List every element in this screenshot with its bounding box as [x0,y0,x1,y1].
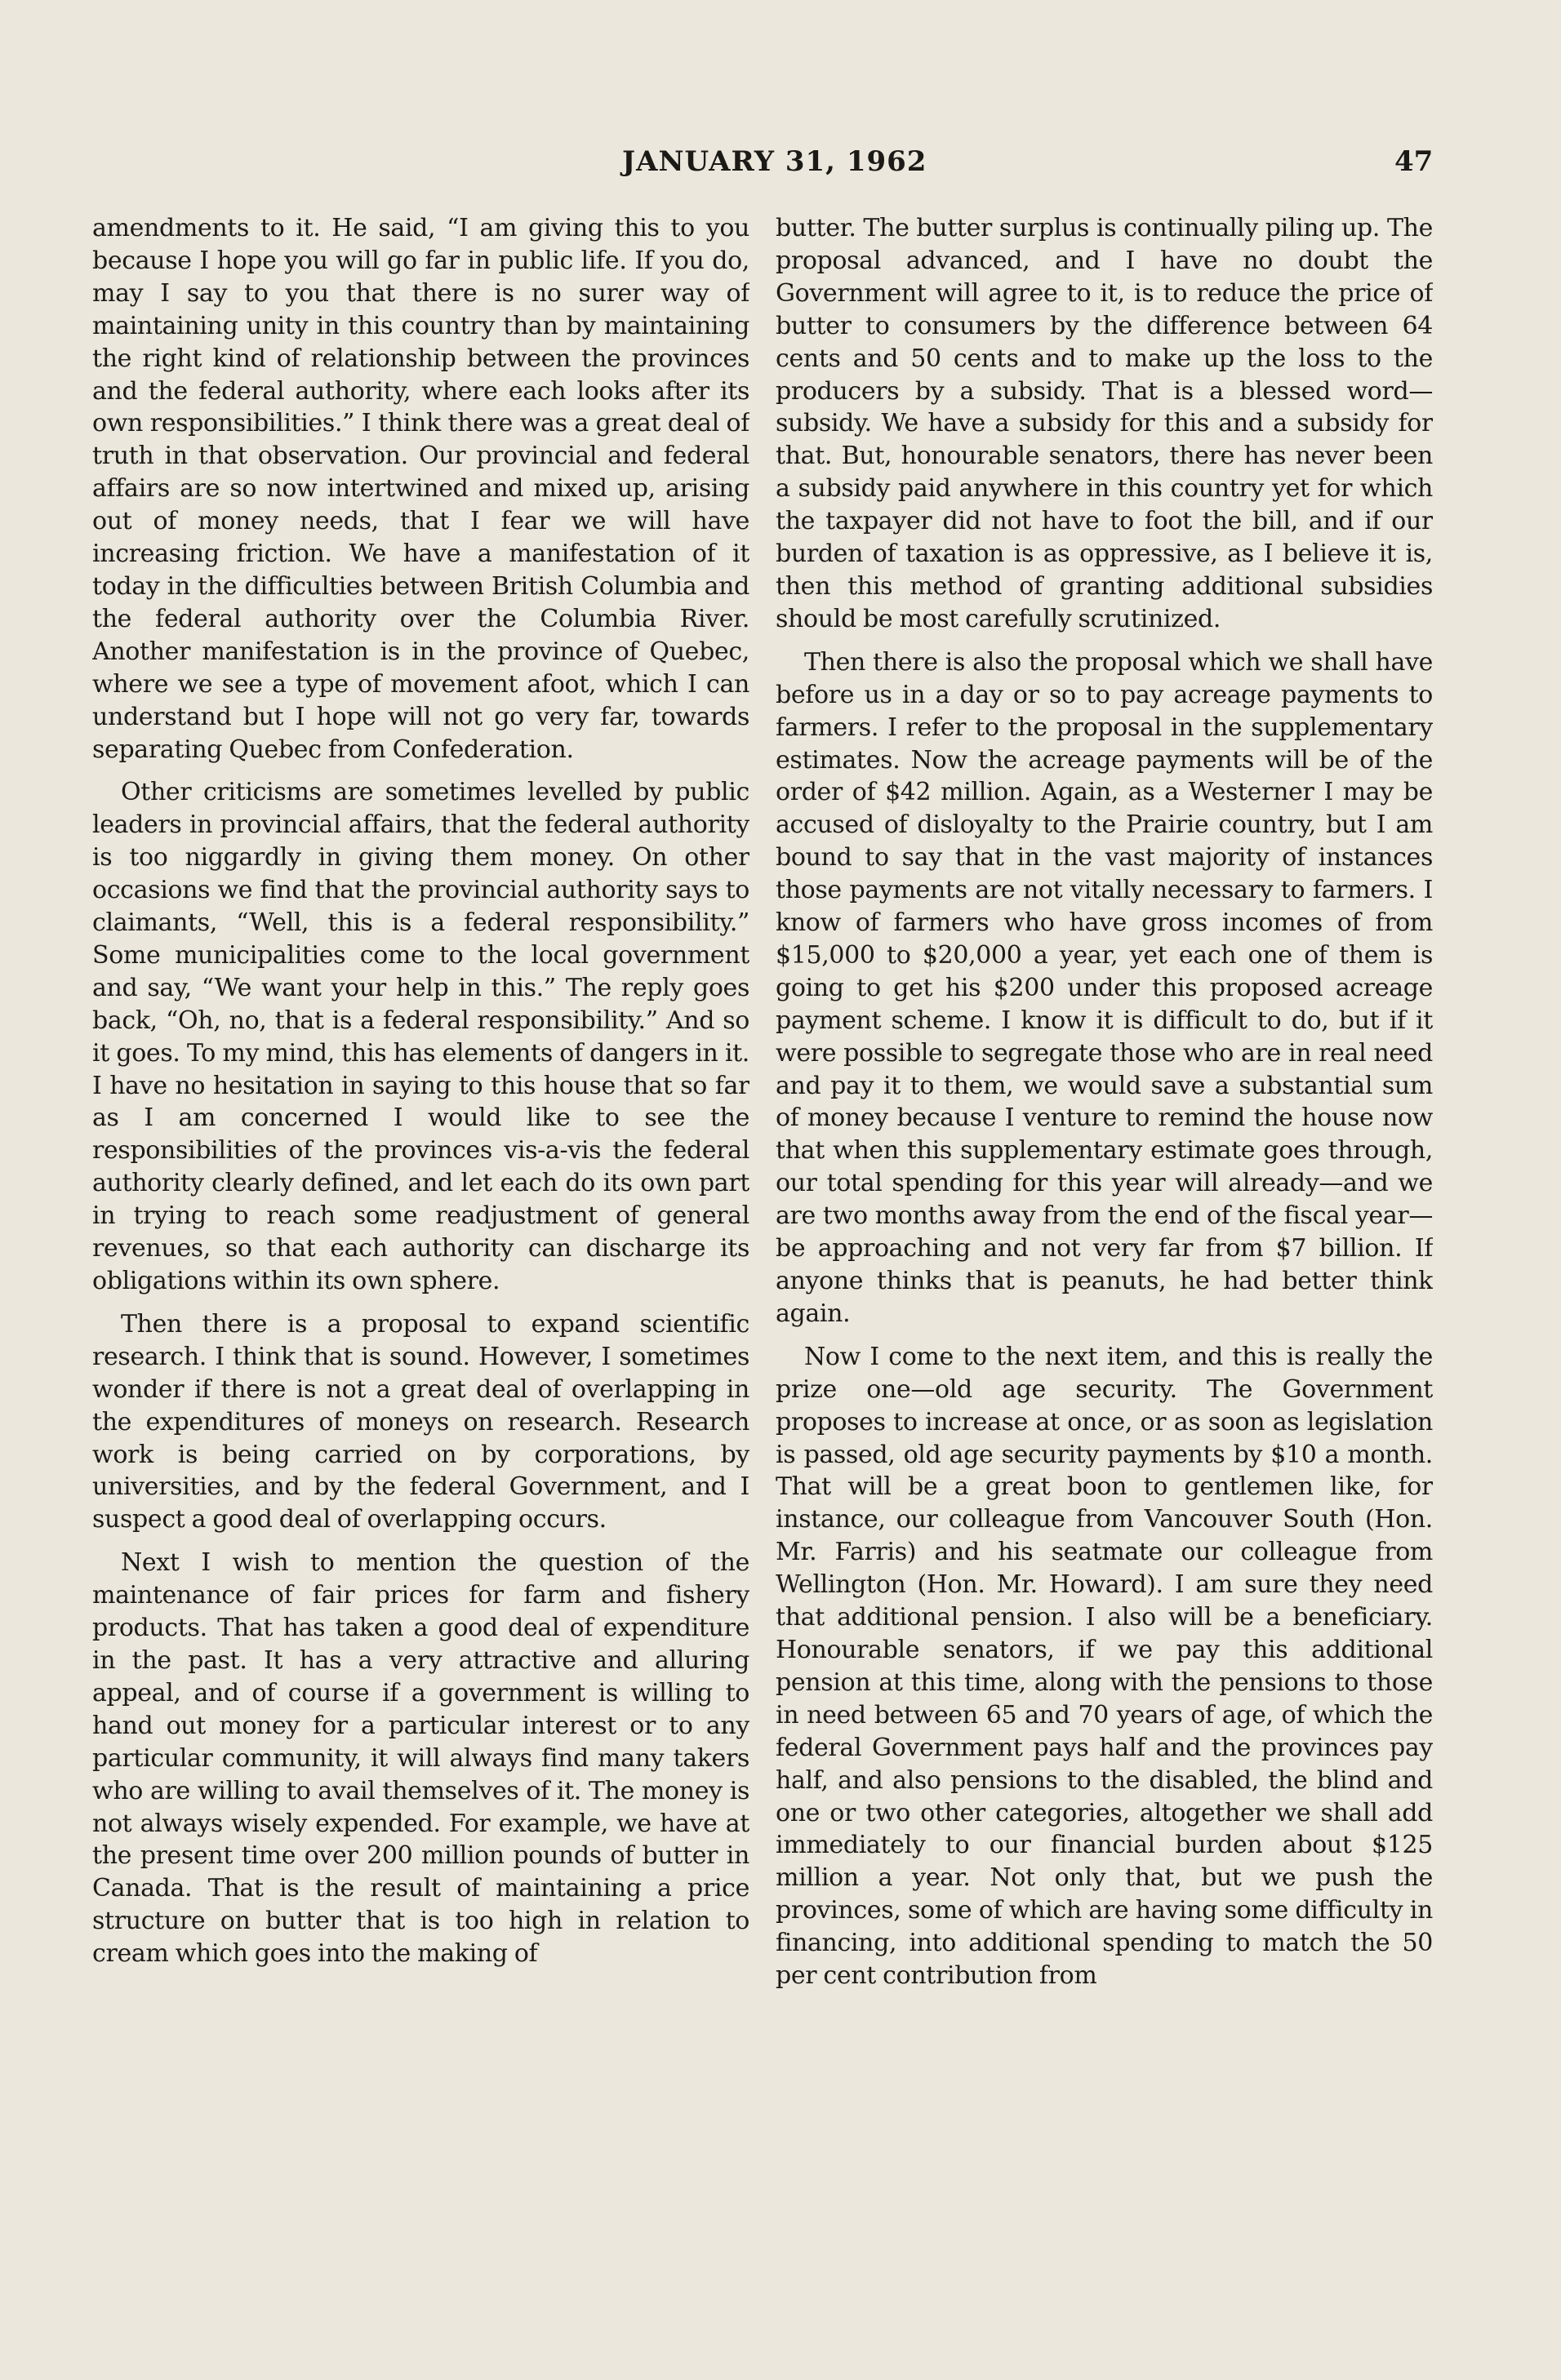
paragraph: Other criticisms are sometimes levelled by public leaders in provincial affairs, that the federal authority is too niggardly in giving them money. On other occasions we find that the provincial authority says to claimants, “Well, this is a federal responsibility.” Some municipalities come to the local government and say, “We want your help in this.” The reply goes back, “Oh, no, that is a federal responsibility.” And so it goes. To my mind, this has elements of dangers in it. I have no hesitation in saying to this house that so far as I am concerned I would like to see the responsibilities of the provinces vis-a-vis the federal authority clearly defined, and let each do its own part in trying to reach some readjustment of general revenues, so that each authority can discharge its obligations within its own sphere. [92,778,749,1295]
paragraph: Then there is also the proposal which we shall have before us in a day or so to pay acreage payments to farmers. I refer to the proposal in the supplementary estimates. Now the acreage payments will be of the order of $42 million. Again, as a Westerner I may be accused of disloyalty to the Prairie country, but I am bound to say that in the vast majority of instances those payments are not vitally necessary to farmers. I know of farmers who have gross incomes of from $15,000 to $20,000 a year, yet each one of them is going to get his $200 under this proposed acreage payment scheme. I know it is difficult to do, but if it were possible to segregate those who are in real need and pay it to them, we would save a substantial sum of money because I venture to remind the house now that when this supplementary estimate goes through, our total spending for this year will already—and we are two months away from the end of the fiscal year—be approaching and not very far from $7 billion. If anyone thinks that is peanuts, he had better think again. [776,647,1433,1328]
page-header [0,145,1561,194]
left-column [92,212,749,2302]
right-column [776,212,1433,2302]
paragraph: amendments to it. He said, “I am giving this to you because I hope you will go far in public life. If you do, may I say to you that there is no surer way of maintaining unity in this country than by maintaining the right kind of relationship between the provinces and the federal authority, where each looks after its own responsibilities.” I think there was a great deal of truth in that observation. Our provincial and federal affairs are so now intertwined and mixed up, arising out of money needs, that I fear we will have increasing friction. We have a manifestation of it today in the difficulties between British Columbia and the federal authority over the Columbia River. Another manifestation is in the province of Quebec, where we see a type of movement afoot, which I can understand but I hope will not go very far, towards separating Quebec from Confederation. [92,214,749,764]
paragraph: butter. The butter surplus is continually piling up. The proposal advanced, and I have no doubt the Government will agree to it, is to reduce the price of butter to consumers by the difference between 64 cents and 50 cents and to make up the loss to the producers by a subsidy. That is a blessed word—subsidy. We have a subsidy for this and a subsidy for that. But, honourable senators, there has never been a subsidy paid anywhere in this country yet for which the taxpayer did not have to foot the bill, and if our burden of taxation is as oppressive, as I believe it is, then this method of granting additional subsidies should be most carefully scrutinized. [776,214,1433,633]
paragraph: Now I come to the next item, and this is really the prize one—old age security. The Government proposes to increase at once, or as soon as legislation is passed, old age security payments by $10 a month. That will be a great boon to gentlemen like, for instance, our colleague from Vancouver South (Hon. Mr. Farris) and his seatmate our colleague from Wellington (Hon. Mr. Howard). I am sure they need that additional pension. I also will be a beneficiary. Honourable senators, if we pay this additional pension at this time, along with the pensions to those in need between 65 and 70 years of age, of which the federal Government pays half and the provinces pay half, and also pensions to the disabled, the blind and one or two other categories, altogether we shall add immediately to our financial burden about $125 million a year. Not only that, but we push the provinces, some of which are having some difficulty in financing, into additional spending to match the 50 per cent contribution from [776,1342,1433,1991]
header-date: JANUARY 31, 1962 [622,145,927,178]
paragraph: Next I wish to mention the question of the maintenance of fair prices for farm and fishery products. That has taken a good deal of expenditure in the past. It has a very attractive and alluring appeal, and of course if a government is willing to hand out money for a particular interest or to any particular community, it will always find many takers who are willing to avail themselves of it. The money is not always wisely expended. For example, we have at the present time over 200 million pounds of butter in Canada. That is the result of maintaining a price structure on butter that is too high in relation to cream which goes into the making of [92,1548,749,1969]
paragraph: Then there is a proposal to expand scientific research. I think that is sound. However, I sometimes wonder if there is not a great deal of overlapping in the expenditures of moneys on research. Research work is being carried on by corporations, by universities, and by the federal Government, and I suspect a good deal of overlapping occurs. [92,1309,749,1534]
page-number: 47 [1394,145,1434,178]
